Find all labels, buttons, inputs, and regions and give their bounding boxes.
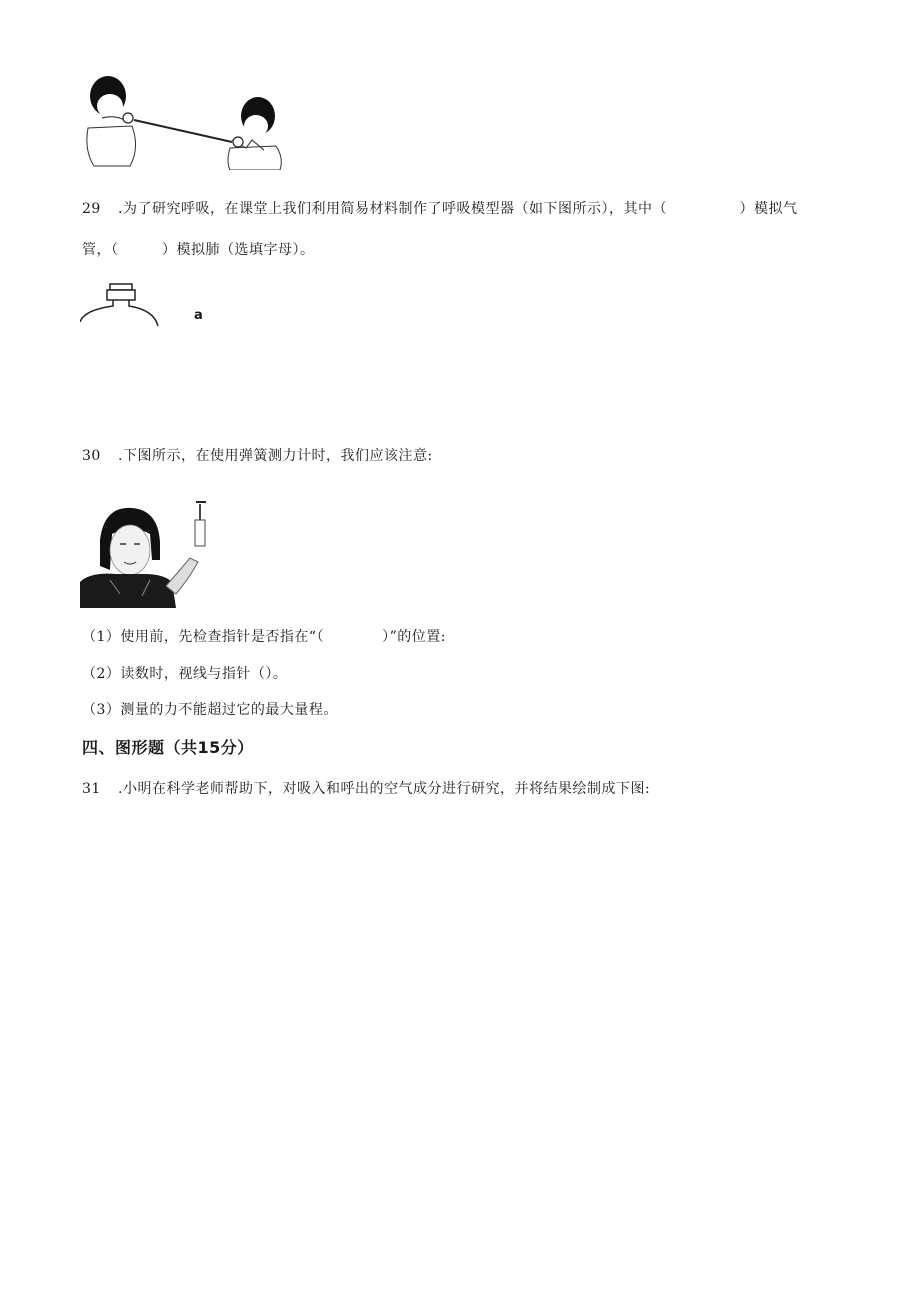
question-text: （3）测量的力不能超过它的最大量程。 (82, 702, 338, 718)
q30-item2 (82, 664, 287, 684)
spring-scale-figure (80, 500, 212, 608)
question-text: .下图所示，在使用弹簧测力计时，我们应该注意: (118, 448, 433, 464)
question-number: 31 (82, 781, 101, 797)
question-number: 30 (82, 448, 101, 464)
q30-item3 (82, 700, 338, 720)
question-number: 29 (82, 201, 101, 217)
question-text: .为了研究呼吸，在课堂上我们利用简易材料制作了呼吸模型器（如下图所示），其中（ ）模拟气 (118, 201, 798, 217)
question-text: （1）使用前，先检查指针是否指在“（ ）”的位置: (82, 629, 446, 645)
section-heading: 四、图形题（共15分） (82, 738, 254, 757)
girl-holding-spring-scale-photo (80, 500, 212, 608)
q30-line1 (82, 446, 433, 466)
question-text: （2）读数时，视线与指针（）。 (82, 666, 288, 682)
q31-line1 (82, 779, 650, 799)
breathing-model-figure (80, 282, 210, 332)
two-children-tin-can-phone-illustration (80, 70, 285, 170)
bottle-breathing-model-illustration (80, 282, 210, 332)
tin-can-phone-figure (80, 70, 285, 170)
breathing-model-label: a (194, 308, 203, 323)
q29-line2 (82, 240, 315, 260)
q30-item1 (82, 627, 446, 647)
question-text: .小明在科学老师帮助下，对吸入和呼出的空气成分进行研究，并将结果绘制成下图: (118, 781, 651, 797)
question-text: 管，（ ）模拟肺（选填字母）。 (82, 242, 315, 258)
q29-line1 (82, 199, 797, 219)
